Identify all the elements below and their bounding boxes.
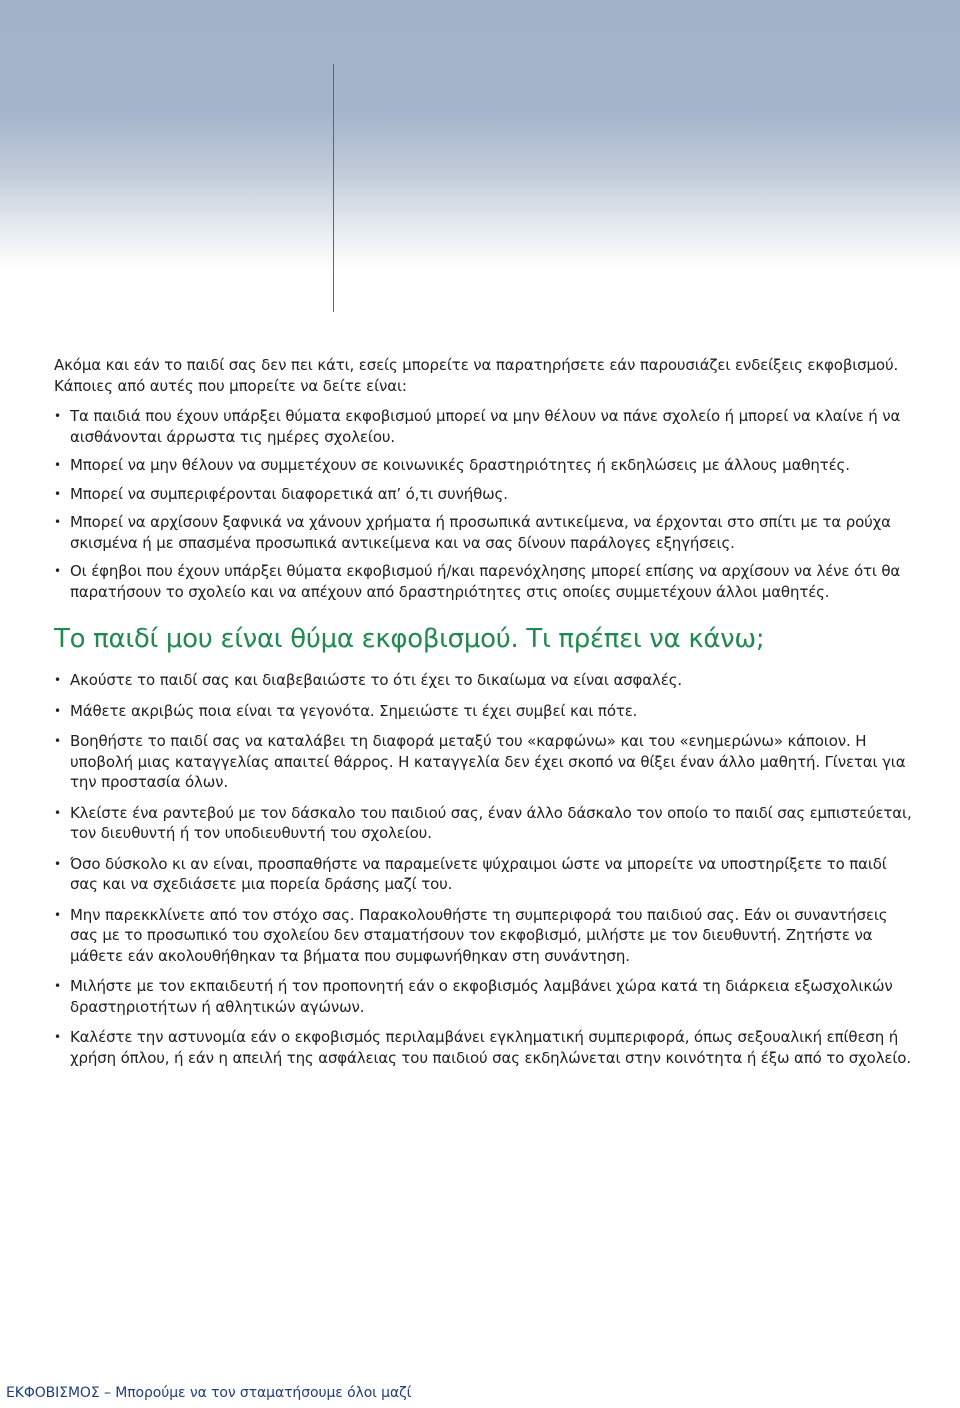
list-item: • Τα παιδιά που έχουν υπάρξει θύματα εκφοβισμού μπορεί να μην θέλουν να πάνε σχολείο ή μπορεί να κλαίνε ή να αισθάνονται άρρωστα τις ημέρες σχολείου. xyxy=(54,406,914,447)
list-item: • Βοηθήστε το παιδί σας να καταλάβει τη διαφορά μεταξύ του «καρφώνω» και του «ενημερώνω» κάποιον. Η υποβολή μιας καταγγελίας απαιτεί θάρρος. Η καταγγελία δεν έχει σκοπό να θίξει έναν άλλο μαθητή. Γίνεται για την προστασία όλων. xyxy=(54,731,914,793)
list-item: • Μπορεί να αρχίσουν ξαφνικά να χάνουν χρήματα ή προσωπικά αντικείμενα, να έρχονται στο σπίτι με τα ρούχα σκισμένα ή με σπασμένα προσωπικά αντικείμενα και να σας δίνουν παράλογες εξηγήσεις. xyxy=(54,512,914,553)
list-item: • Μάθετε ακριβώς ποια είναι τα γεγονότα. Σημειώστε τι έχει συμβεί και πότε. xyxy=(54,701,914,722)
footer-brand: ΕΚΦΟΒΙΣΜΟΣ xyxy=(6,1385,100,1401)
list-item: • Μην παρεκκλίνετε από τον στόχο σας. Παρακολουθήστε τη συμπεριφορά του παιδιού σας. Εάν οι συναντήσεις σας με το προσωπικό του σχολείου δεν σταματήσουν τον εκφοβισμό, μιλήστε με τον διευθυντή. Ζητήστε να μάθετε εάν ακολουθήθηκαν τα βήματα που συμφωνήθηκαν στη συνάντηση. xyxy=(54,905,914,967)
list-item: • Μιλήστε με τον εκπαιδευτή ή τον προπονητή εάν ο εκφοβισμός λαμβάνει χώρα κατά τη διάρκεια εξωσχολικών δραστηριοτήτων ή αθλητικών αγώνων. xyxy=(54,976,914,1017)
list-item: • Όσο δύσκολο κι αν είναι, προσπαθήστε να παραμείνετε ψύχραιμοι ώστε να μπορείτε να υποστηρίξετε το παιδί σας και να σχεδιάσετε μια πορεία δράσης μαζί του. xyxy=(54,854,914,895)
main-content xyxy=(54,355,914,1078)
list-item: • Οι έφηβοι που έχουν υπάρξει θύματα εκφοβισμού ή/και παρενόχλησης μπορεί επίσης να αρχίσουν να λένε ότι θα παρατήσουν το σχολείο και να απέχουν από δραστηριότητες στις οποίες συμμετέχουν άλλοι μαθητές. xyxy=(54,561,914,602)
actions-list xyxy=(54,670,914,1068)
footer-tagline: Μπορούμε να τον σταματήσουμε όλοι μαζί xyxy=(115,1385,412,1401)
list-item: • Μπορεί να συμπεριφέρονται διαφορετικά απ’ ό,τι συνήθως. xyxy=(54,484,914,505)
list-item: • Καλέστε την αστυνομία εάν ο εκφοβισμός περιλαμβάνει εγκληματική συμπεριφορά, όπως σεξουαλική επίθεση ή χρήση όπλου, ή εάν η απειλή της ασφάλειας του παιδιού σας εκδηλώνεται στην κοινότητα ή έξω από το σχολείο. xyxy=(54,1027,914,1068)
page-footer xyxy=(6,1384,411,1402)
header-band xyxy=(0,0,960,270)
section-heading: Το παιδί μου είναι θύμα εκφοβισμού. Τι πρέπει να κάνω; xyxy=(54,624,765,654)
list-item: • Μπορεί να μην θέλουν να συμμετέχουν σε κοινωνικές δραστηριότητες ή εκδηλώσεις με άλλους μαθητές. xyxy=(54,455,914,476)
footer-separator: – xyxy=(103,1385,116,1401)
intro-paragraph: Ακόμα και εάν το παιδί σας δεν πει κάτι, εσείς μπορείτε να παρατηρήσετε εάν παρουσιάζει ενδείξεις εκφοβισμού. Κάποιες από αυτές που μπορείτε να δείτε είναι: xyxy=(54,356,899,395)
signs-list xyxy=(54,406,914,602)
decorative-divider-line xyxy=(333,64,334,312)
list-item: • Κλείστε ένα ραντεβού με τον δάσκαλο του παιδιού σας, έναν άλλο δάσκαλο τον οποίο το παιδί σας εμπιστεύεται, τον διευθυντή ή τον υποδιευθυντή του σχολείου. xyxy=(54,803,914,844)
list-item: • Ακούστε το παιδί σας και διαβεβαιώστε το ότι έχει το δικαίωμα να είναι ασφαλές. xyxy=(54,670,914,691)
